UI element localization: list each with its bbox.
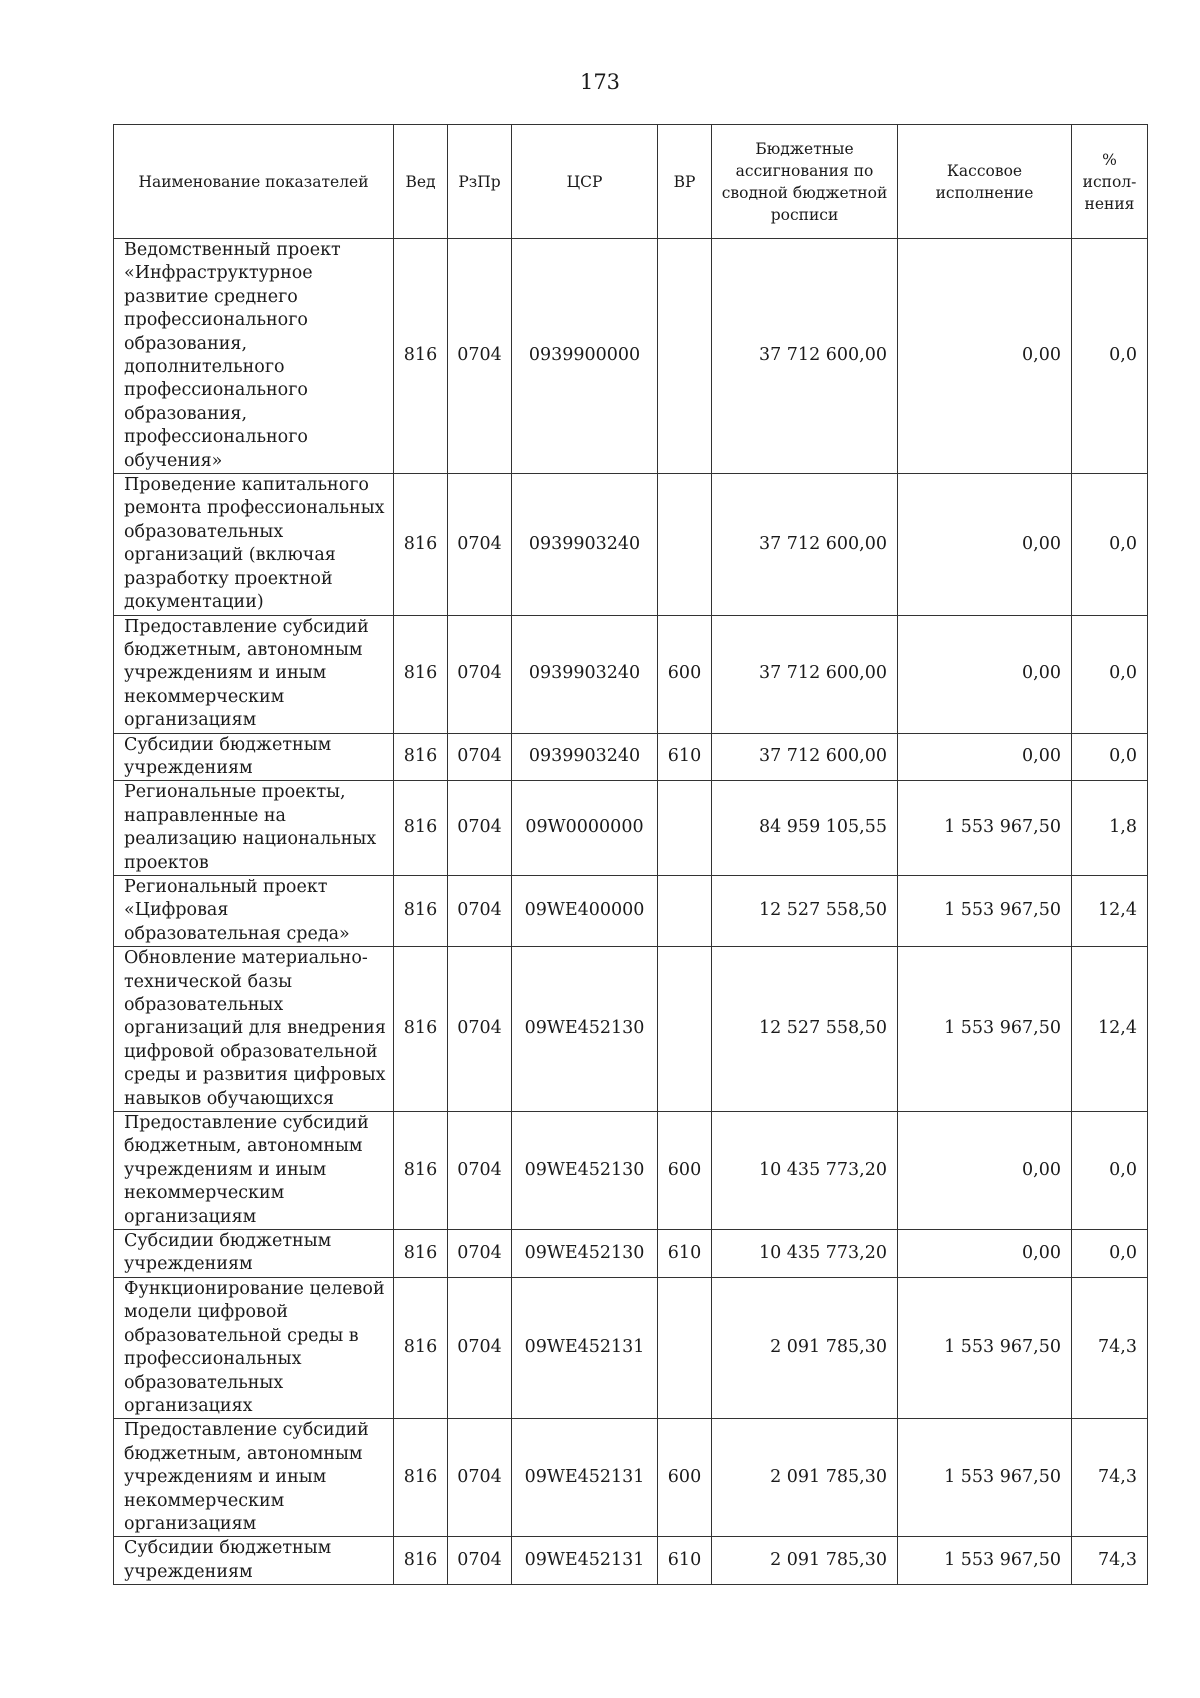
cell-rzpr: 0704	[448, 1419, 512, 1537]
cell-execution: 1 553 967,50	[898, 1277, 1072, 1418]
cell-assignments: 37 712 600,00	[712, 239, 898, 474]
cell-vr	[658, 474, 712, 615]
cell-rzpr: 0704	[448, 615, 512, 733]
header-vr: ВР	[658, 125, 712, 239]
table-row	[114, 1419, 1148, 1537]
cell-name: Функционирование целевой модели цифровой образовательной среды в профессиональных образовательных организациях	[114, 1277, 394, 1418]
cell-csr: 09WE452131	[512, 1537, 658, 1585]
header-execution: Кассовое исполнение	[898, 125, 1072, 239]
cell-name: Проведение капитального ремонта профессиональных образовательных организаций (включая разработку проектной документации)	[114, 474, 394, 615]
cell-rzpr: 0704	[448, 733, 512, 781]
table-row	[114, 615, 1148, 733]
cell-name: Региональные проекты, направленные на реализацию национальных проектов	[114, 781, 394, 876]
cell-rzpr: 0704	[448, 875, 512, 946]
budget-table	[113, 124, 1148, 1585]
cell-assignments: 10 435 773,20	[712, 1112, 898, 1230]
cell-percent: 74,3	[1072, 1277, 1148, 1418]
cell-percent: 0,0	[1072, 1230, 1148, 1278]
header-csr: ЦСР	[512, 125, 658, 239]
cell-vr	[658, 947, 712, 1112]
table-row	[114, 781, 1148, 876]
header-name: Наименование показателей	[114, 125, 394, 239]
cell-ved: 816	[394, 947, 448, 1112]
cell-rzpr: 0704	[448, 1112, 512, 1230]
table-row	[114, 1537, 1148, 1585]
cell-assignments: 10 435 773,20	[712, 1230, 898, 1278]
cell-percent: 12,4	[1072, 875, 1148, 946]
table-header-row	[114, 125, 1148, 239]
table-row	[114, 474, 1148, 615]
cell-csr: 09WE400000	[512, 875, 658, 946]
cell-csr: 09WE452131	[512, 1277, 658, 1418]
cell-csr: 09WE452130	[512, 1230, 658, 1278]
cell-vr: 600	[658, 615, 712, 733]
cell-assignments: 37 712 600,00	[712, 615, 898, 733]
cell-execution: 1 553 967,50	[898, 781, 1072, 876]
cell-name: Ведомственный проект «Инфраструктурное развитие среднего профессионального образования, дополнительного профессионального образования, профессионального обучения»	[114, 239, 394, 474]
cell-assignments: 12 527 558,50	[712, 875, 898, 946]
cell-rzpr: 0704	[448, 781, 512, 876]
cell-vr: 600	[658, 1419, 712, 1537]
cell-assignments: 12 527 558,50	[712, 947, 898, 1112]
cell-ved: 816	[394, 474, 448, 615]
cell-name: Региональный проект «Цифровая образовательная среда»	[114, 875, 394, 946]
cell-ved: 816	[394, 1230, 448, 1278]
cell-csr: 0939903240	[512, 474, 658, 615]
cell-ved: 816	[394, 733, 448, 781]
cell-assignments: 2 091 785,30	[712, 1537, 898, 1585]
table-row	[114, 733, 1148, 781]
cell-ved: 816	[394, 875, 448, 946]
cell-vr: 610	[658, 1230, 712, 1278]
cell-rzpr: 0704	[448, 1537, 512, 1585]
cell-rzpr: 0704	[448, 474, 512, 615]
cell-ved: 816	[394, 781, 448, 876]
cell-assignments: 37 712 600,00	[712, 474, 898, 615]
cell-assignments: 2 091 785,30	[712, 1277, 898, 1418]
cell-csr: 0939903240	[512, 733, 658, 781]
header-ved: Вед	[394, 125, 448, 239]
cell-ved: 816	[394, 1419, 448, 1537]
cell-execution: 0,00	[898, 474, 1072, 615]
cell-ved: 816	[394, 1277, 448, 1418]
cell-rzpr: 0704	[448, 947, 512, 1112]
table-row	[114, 1230, 1148, 1278]
header-percent: % испол-нения	[1072, 125, 1148, 239]
cell-ved: 816	[394, 239, 448, 474]
cell-execution: 0,00	[898, 615, 1072, 733]
cell-name: Субсидии бюджетным учреждениям	[114, 733, 394, 781]
cell-vr: 610	[658, 1537, 712, 1585]
cell-percent: 1,8	[1072, 781, 1148, 876]
cell-vr	[658, 781, 712, 876]
cell-vr	[658, 875, 712, 946]
cell-name: Субсидии бюджетным учреждениям	[114, 1537, 394, 1585]
cell-execution: 0,00	[898, 1230, 1072, 1278]
cell-name: Предоставление субсидий бюджетным, автономным учреждениям и иным некоммерческим организациям	[114, 1112, 394, 1230]
cell-rzpr: 0704	[448, 1277, 512, 1418]
table-row	[114, 947, 1148, 1112]
cell-execution: 1 553 967,50	[898, 875, 1072, 946]
cell-ved: 816	[394, 1537, 448, 1585]
cell-name: Субсидии бюджетным учреждениям	[114, 1230, 394, 1278]
cell-percent: 0,0	[1072, 733, 1148, 781]
cell-percent: 0,0	[1072, 1112, 1148, 1230]
cell-csr: 09WE452130	[512, 947, 658, 1112]
cell-percent: 0,0	[1072, 239, 1148, 474]
cell-csr: 09WE452130	[512, 1112, 658, 1230]
cell-vr: 600	[658, 1112, 712, 1230]
page-number: 173	[579, 70, 621, 94]
cell-execution: 1 553 967,50	[898, 1537, 1072, 1585]
cell-name: Предоставление субсидий бюджетным, автономным учреждениям и иным некоммерческим организациям	[114, 615, 394, 733]
cell-ved: 816	[394, 1112, 448, 1230]
cell-csr: 0939903240	[512, 615, 658, 733]
cell-percent: 0,0	[1072, 474, 1148, 615]
cell-execution: 0,00	[898, 239, 1072, 474]
cell-name: Предоставление субсидий бюджетным, автономным учреждениям и иным некоммерческим организациям	[114, 1419, 394, 1537]
cell-assignments: 37 712 600,00	[712, 733, 898, 781]
cell-vr: 610	[658, 733, 712, 781]
header-rzpr: РзПр	[448, 125, 512, 239]
cell-assignments: 84 959 105,55	[712, 781, 898, 876]
cell-csr: 09W0000000	[512, 781, 658, 876]
cell-percent: 0,0	[1072, 615, 1148, 733]
cell-execution: 1 553 967,50	[898, 1419, 1072, 1537]
cell-ved: 816	[394, 615, 448, 733]
cell-execution: 1 553 967,50	[898, 947, 1072, 1112]
cell-execution: 0,00	[898, 1112, 1072, 1230]
header-assignments: Бюджетные ассигнования по сводной бюджетной росписи	[712, 125, 898, 239]
cell-csr: 09WE452131	[512, 1419, 658, 1537]
cell-percent: 12,4	[1072, 947, 1148, 1112]
cell-percent: 74,3	[1072, 1419, 1148, 1537]
cell-rzpr: 0704	[448, 1230, 512, 1278]
table-row	[114, 875, 1148, 946]
table-row	[114, 1112, 1148, 1230]
cell-rzpr: 0704	[448, 239, 512, 474]
table-row	[114, 1277, 1148, 1418]
cell-vr	[658, 239, 712, 474]
table-body	[114, 239, 1148, 1585]
cell-execution: 0,00	[898, 733, 1072, 781]
cell-percent: 74,3	[1072, 1537, 1148, 1585]
table-row	[114, 239, 1148, 474]
cell-assignments: 2 091 785,30	[712, 1419, 898, 1537]
cell-csr: 0939900000	[512, 239, 658, 474]
cell-name: Обновление материально-технической базы образовательных организаций для внедрения цифровой образовательной среды и развития цифровых навыков обучающихся	[114, 947, 394, 1112]
cell-vr	[658, 1277, 712, 1418]
